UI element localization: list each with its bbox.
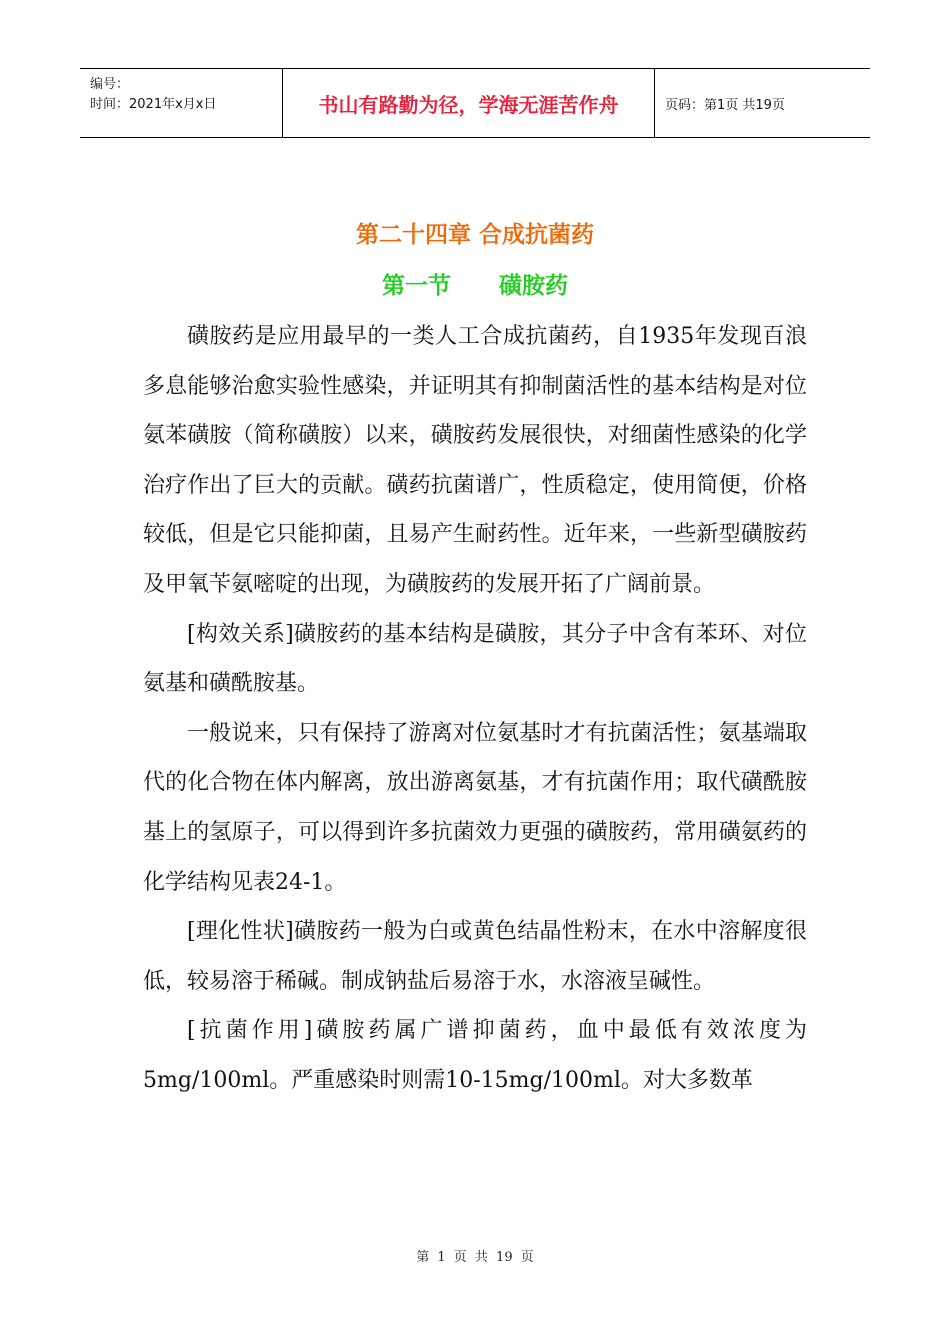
motto-text: 书山有路勤为径，学海无涯苦作舟 xyxy=(318,92,619,117)
body-text xyxy=(143,312,807,1106)
number-label: 编号： xyxy=(90,77,130,92)
time-label: 时间：2021年x月x日 xyxy=(90,97,217,112)
page-footer: 第 1 页 共 19 页 xyxy=(416,1250,534,1265)
paragraph: [构效关系]磺胺药的基本结构是磺胺，其分子中含有苯环、对位氨基和磺酰胺基。 xyxy=(143,621,807,697)
section-title: 第一节 磺胺药 xyxy=(381,273,569,299)
chapter-title: 第二十四章 合成抗菌药 xyxy=(355,222,594,248)
header-meta-cell xyxy=(80,69,283,137)
page-info-text: 页码：第1页 共19页 xyxy=(665,97,785,113)
paragraph: 磺胺药是应用最早的一类人工合成抗菌药，自1935年发现百浪多息能够治愈实验性感染，并证明其有抑制菌活性的基本结构是对位氨苯磺胺（简称磺胺）以来，磺胺药发展很快，对细菌性感染的化学治疗作出了巨大的贡献。磺药抗菌谱广，性质稳定，使用简便，价格较低，但是它只能抑菌，且易产生耐药性。近年来，一些新型磺胺药及甲氧苄氨嘧啶的出现，为磺胺药的发展开拓了广阔前景。 xyxy=(143,324,807,597)
paragraph: [抗菌作用]磺胺药属广谱抑菌药，血中最低有效浓度为5mg/100ml。严重感染时则需10-15mg/100ml。对大多数革 xyxy=(143,1018,807,1093)
page-info-cell xyxy=(655,69,870,137)
paragraph: 一般说来，只有保持了游离对位氨基时才有抗菌活性；氨基端取代的化合物在体内解离，放出游离氨基，才有抗菌作用；取代磺酰胺基上的氢原子，可以得到许多抗菌效力更强的磺胺药，常用磺氨药的化学结构见表24-1。 xyxy=(143,720,807,895)
motto-cell xyxy=(283,69,655,137)
paragraph: [理化性状]磺胺药一般为白或黄色结晶性粉末，在水中溶解度很低，较易溶于稀碱。制成钠盐后易溶于水，水溶液呈碱性。 xyxy=(143,919,807,994)
page-header xyxy=(80,68,870,138)
